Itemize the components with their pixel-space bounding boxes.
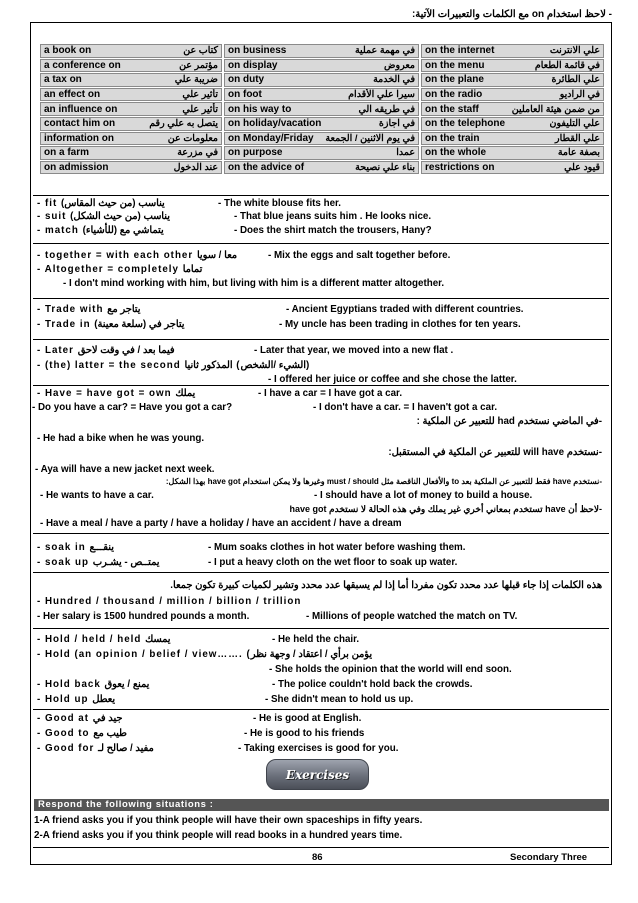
table-cell (421, 146, 604, 160)
table-cell-english: on a farm (44, 147, 90, 159)
page-number: 86 (312, 852, 323, 863)
term-good-at: - Good at جيد في (37, 713, 123, 724)
table-cell-arabic: ضريبة علي (174, 74, 218, 86)
table-cell-arabic: في الخدمة (373, 74, 415, 86)
table-cell (421, 117, 604, 131)
example-have-negative: - I don't have a car. = I haven't got a car. (313, 402, 498, 413)
table-cell-english: on duty (228, 74, 265, 86)
example-have-modal-1: - He wants to have a car. (40, 490, 154, 501)
note-have-other: -لاحظ أن have تستخدم بمعاني أخري غير يملك وفي هذه الحالة لا نستخدم have got (289, 504, 602, 514)
term-trade-with: - Trade with يتاجر مع (37, 304, 141, 315)
table-cell-arabic: في قائمة الطعام (534, 59, 600, 71)
term-hold: - Hold / held / held يمسك (37, 634, 171, 645)
table-cell-english: on display (228, 59, 278, 71)
table-cell-arabic: بناء علي نصيحة (355, 162, 415, 174)
term-hold-opinion: - Hold (an opinion / belief / view……. يؤمن برأي / اعتقاد / وجهة نظر) (37, 649, 373, 660)
table-cell-arabic: عند الدخول (173, 162, 218, 174)
footer-divider (33, 847, 609, 848)
example-together: - Mix the eggs and salt together before. (268, 250, 451, 261)
example-good-at: - He is good at English. (253, 713, 362, 724)
example-fit: - The white blouse fits her. (218, 198, 342, 209)
table-cell (421, 102, 604, 116)
section-divider (33, 339, 609, 340)
example-hold-back: - The police couldn't hold back the crowds. (272, 679, 473, 690)
table-cell-arabic: علي الطائرة (551, 74, 600, 86)
table-cell-english: on the advice of (228, 162, 305, 174)
example-trade-in: - My uncle has been trading in clothes for ten years. (279, 319, 521, 330)
table-cell (224, 88, 419, 102)
table-cell-english: on the plane (425, 74, 484, 86)
table-cell (40, 59, 222, 73)
table-cell-arabic: في طريقه الي (358, 103, 415, 115)
section-divider (33, 572, 609, 573)
table-cell (224, 132, 419, 146)
table-column-3 (421, 44, 604, 174)
table-cell (40, 73, 222, 87)
example-altogether: - I don't mind working with him, but living with him is a different matter altogether. (63, 278, 445, 289)
section-divider (33, 533, 609, 534)
table-cell-arabic: تأثير علي (182, 89, 218, 101)
table-cell-english: on foot (228, 89, 262, 101)
note-have-past: -في الماضي نستخدم had للتعبير عن الملكية : (416, 416, 602, 427)
example-hold: - He held the chair. (272, 634, 360, 645)
table-cell-english: restrictions on (425, 162, 495, 174)
term-good-for: - Good for مفيد / صالح لـ (37, 743, 154, 754)
table-cell-english: on holiday/vacation (228, 118, 322, 130)
example-soak-in: - Mum soaks clothes in hot water before washing them. (208, 542, 466, 553)
table-cell-english: an influence on (44, 103, 118, 115)
example-have-other: - Have a meal / have a party / have a holiday / have an accident / have a dream (40, 518, 402, 529)
note-have-future: -نستخدم will have للتعبير عن الملكية في المستقبل: (388, 447, 602, 458)
example-have-modal-2: - I should have a lot of money to build a house. (314, 490, 533, 501)
table-cell-english: information on (44, 132, 114, 144)
term-hold-up: - Hold up يعطل (37, 694, 116, 705)
table-cell (40, 102, 222, 116)
table-cell (224, 146, 419, 160)
table-cell-arabic: سيرا علي الأقدام (348, 89, 415, 101)
example-good-to: - He is good to his friends (244, 728, 365, 739)
table-cell-arabic: قيود علي (564, 162, 600, 174)
example-soak-up: - I put a heavy cloth on the wet floor to soak up water. (208, 557, 458, 568)
term-altogether: - Altogether = completely تماما (37, 264, 203, 275)
table-cell (224, 59, 419, 73)
table-cell-arabic: علي القطار (555, 132, 600, 144)
table-cell-english: on Monday/Friday (228, 132, 314, 144)
example-match: - Does the shirt match the trousers, Hany? (234, 225, 432, 236)
table-column-2 (224, 44, 419, 174)
table-cell (421, 73, 604, 87)
table-cell-english: a conference on (44, 59, 121, 71)
table-cell-arabic: في مزرعة (177, 147, 218, 159)
term-numbers: - Hundred / thousand / million / billion / trillion (37, 596, 302, 607)
page-header: - لاحظ استخدام on مع الكلمات والتعبيرات الآتية: (411, 9, 612, 20)
example-numbers-1: - Her salary is 1500 hundred pounds a month. (37, 611, 250, 622)
table-cell-arabic: علي التليفون (549, 118, 600, 130)
table-cell (421, 88, 604, 102)
example-hold-up: - She didn't mean to hold us up. (265, 694, 414, 705)
term-soak-up: - soak up يمتــص - يشـرب (37, 557, 160, 568)
example-good-for: - Taking exercises is good for you. (238, 743, 399, 754)
section-divider (33, 195, 609, 196)
example-numbers-2: - Millions of people watched the match on TV. (306, 611, 518, 622)
table-cell-english: on admission (44, 162, 109, 174)
question-2: 2-A friend asks you if you think people will read books in a hundred years time. (34, 830, 403, 841)
respond-heading: Respond the following situations : (34, 799, 609, 811)
exercises-badge: Exercises (266, 759, 369, 790)
table-cell-english: on his way to (228, 103, 292, 115)
example-trade-with: - Ancient Egyptians traded with different countries. (286, 304, 524, 315)
table-cell-arabic: في مهمة عملية (354, 45, 415, 57)
table-cell-english: contact him on (44, 118, 116, 130)
table-cell (224, 117, 419, 131)
table-cell-english: on the whole (425, 147, 487, 159)
term-hold-back: - Hold back يمنع / يعوق (37, 679, 150, 690)
table-cell-english: on purpose (228, 147, 283, 159)
table-cell-english: on the internet (425, 45, 495, 57)
table-cell-arabic: علي الانترنت (549, 45, 600, 57)
term-suit: - suit يناسب (من حيث الشكل) (37, 211, 170, 222)
table-cell-arabic: مؤتمر عن (179, 59, 218, 71)
term-good-to: - Good to طيب مع (37, 728, 127, 739)
table-cell-arabic: معلومات عن (167, 132, 218, 144)
table-cell-arabic: في الراديو (559, 89, 600, 101)
table-cell-arabic: كتاب عن (183, 45, 218, 57)
table-cell (421, 59, 604, 73)
term-latter: - (the) latter = the second (الشيء /الشخص) المذكور ثانيا (37, 360, 311, 371)
table-column-1 (40, 44, 222, 174)
example-suit: - That blue jeans suits him . He looks nice. (234, 211, 432, 222)
table-cell-arabic: تأثير علي (182, 103, 218, 115)
footer-label: Secondary Three (510, 852, 588, 863)
table-cell (40, 161, 222, 175)
table-cell-english: on the telephone (425, 118, 505, 130)
table-cell (40, 88, 222, 102)
table-cell-arabic: في يوم الاثنين / الجمعة (325, 132, 415, 144)
table-cell-english: on the radio (425, 89, 483, 101)
table-cell-english: on the train (425, 132, 480, 144)
example-hold-opinion: - She holds the opinion that the world will end soon. (269, 664, 512, 675)
section-divider (33, 385, 609, 386)
term-have: - Have = have got = own يملك (37, 388, 196, 399)
table-cell-english: on the menu (425, 59, 485, 71)
table-cell-arabic: في اجازة (378, 118, 415, 130)
table-cell-arabic: عمدا (396, 147, 415, 159)
section-divider (33, 298, 609, 299)
table-cell-english: an effect on (44, 89, 101, 101)
table-cell (40, 44, 222, 58)
example-have-past: - He had a bike when he was young. (37, 433, 205, 444)
table-cell (421, 44, 604, 58)
section-divider (33, 243, 609, 244)
table-cell-english: on business (228, 45, 287, 57)
example-have-future: - Aya will have a new jacket next week. (35, 464, 215, 475)
on-expressions-table (40, 44, 604, 174)
example-have-question: - Do you have a car? = Have you got a car? (32, 402, 233, 413)
example-later: - Later that year, we moved into a new flat . (254, 345, 454, 356)
table-cell (40, 146, 222, 160)
note-numbers: هذه الكلمات إذا جاء قبلها عدد محدد تكون مفردا أما إذا لم يسبقها عدد محدد وتشير لكميات كبيرة تكون جمعا. (170, 580, 602, 591)
example-latter: - I offered her juice or coffee and she chose the latter. (268, 374, 517, 385)
table-cell-arabic: يتصل به علي رقم (149, 118, 218, 130)
term-soak-in: - soak in ينقـــع (37, 542, 114, 553)
term-together: - together = with each other معا / سويا (37, 250, 238, 261)
table-cell-arabic: بصفة عامة (557, 147, 600, 159)
question-1: 1-A friend asks you if you think people will have their own spaceships in fifty years. (34, 815, 423, 826)
table-cell-arabic: معروض (384, 59, 415, 71)
table-cell (224, 102, 419, 116)
table-cell-english: a book on (44, 45, 92, 57)
note-have-modal: -نستخدم have فقط للتعبير عن الملكية بعد to والأفعال الناقصة مثل must / should وغيرها ولا يمكن استخدام have got بهذا الشكل: (165, 477, 602, 486)
section-divider (33, 628, 609, 629)
example-have: - I have a car = I have got a car. (258, 388, 403, 399)
term-match: - match يتماشي مع (للأشياء) (37, 225, 164, 236)
table-cell-arabic: من ضمن هيئة العاملين (511, 103, 600, 115)
table-cell-english: a tax on (44, 74, 82, 86)
table-cell (224, 73, 419, 87)
term-trade-in: - Trade in يتاجر في (سلعة معينة) (37, 319, 185, 330)
term-later: - Later فيما بعد / في وقت لاحق (37, 345, 175, 356)
term-fit: - fit يناسب (من حيث المقاس) (37, 198, 165, 209)
table-cell (40, 117, 222, 131)
table-cell (40, 132, 222, 146)
section-divider (33, 709, 609, 710)
table-cell (224, 44, 419, 58)
table-cell (421, 161, 604, 175)
table-cell-english: on the staff (425, 103, 479, 115)
table-cell (421, 132, 604, 146)
table-cell (224, 161, 419, 175)
